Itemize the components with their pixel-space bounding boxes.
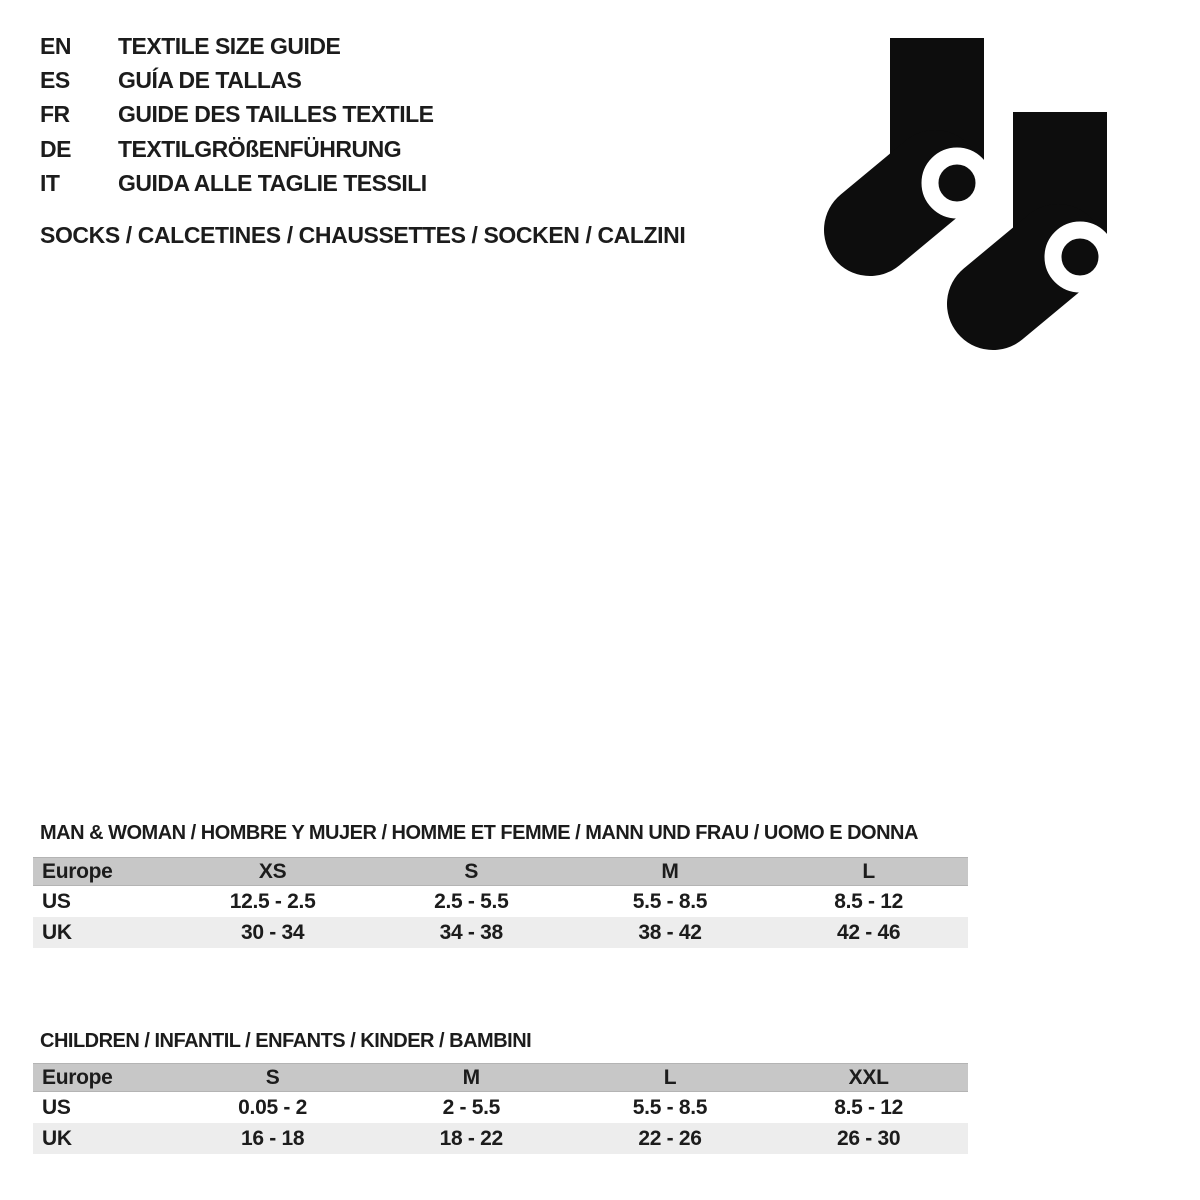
size-value-cell: 12.5 - 2.5: [229, 889, 316, 913]
size-value-cell: 26 - 30: [837, 1126, 901, 1150]
size-value-cell: 38 - 42: [638, 920, 702, 944]
table-row-us: [33, 886, 968, 917]
language-row-es: [40, 63, 434, 97]
language-title: GUIDA ALLE TAGLIE TESSILI: [118, 169, 427, 196]
column-header-size: XS: [258, 859, 287, 883]
size-value-cell: 5.5 - 8.5: [632, 889, 708, 913]
column-header-region: Europe: [42, 859, 113, 883]
language-code: FR: [40, 101, 70, 128]
size-value-cell: 18 - 22: [439, 1126, 503, 1150]
sock-left: [870, 38, 984, 230]
size-value-cell: 22 - 26: [638, 1126, 702, 1150]
language-code: IT: [40, 169, 60, 196]
column-header-size: S: [464, 859, 479, 883]
language-list: [40, 29, 434, 200]
size-value-cell: 0.05 - 2: [238, 1095, 307, 1119]
column-header-size: S: [265, 1065, 280, 1089]
row-label: UK: [42, 920, 72, 944]
row-label: US: [42, 889, 71, 913]
size-value-cell: 42 - 46: [837, 920, 901, 944]
table-row-uk: [33, 917, 968, 948]
size-value-cell: 30 - 34: [240, 920, 305, 944]
table-title-man-woman: MAN & WOMAN / HOMBRE Y MUJER / HOMME ET FEMME / MANN UND FRAU / UOMO E DONNA: [40, 822, 918, 844]
language-title: TEXTILGRÖßENFÜHRUNG: [118, 135, 402, 162]
size-value-cell: 2 - 5.5: [442, 1095, 500, 1119]
column-header-size: L: [663, 1065, 677, 1089]
language-row-en: [40, 29, 434, 63]
table-row-uk: [33, 1123, 968, 1154]
language-row-fr: [40, 98, 434, 132]
row-label: UK: [42, 1126, 72, 1150]
language-title: TEXTILE SIZE GUIDE: [118, 32, 341, 59]
socks-icon: [810, 30, 1120, 395]
category-heading: SOCKS / CALCETINES / CHAUSSETTES / SOCKEN / CALZINI: [40, 222, 686, 248]
language-title: GUÍA DE TALLAS: [118, 66, 302, 93]
size-value-cell: 2.5 - 5.5: [434, 889, 509, 913]
language-row-de: [40, 132, 434, 166]
column-header-region: Europe: [42, 1065, 113, 1089]
table-row-us: [33, 1092, 968, 1123]
size-value-cell: 5.5 - 8.5: [632, 1095, 708, 1119]
language-code: EN: [40, 32, 71, 59]
language-code: ES: [40, 66, 70, 93]
column-header-size: M: [661, 859, 679, 883]
column-header-size: XXL: [848, 1065, 889, 1089]
table-header-row: [33, 1063, 968, 1092]
language-code: DE: [40, 135, 71, 162]
sock-right: [993, 112, 1107, 304]
table-man-woman: [33, 857, 968, 948]
size-value-cell: 34 - 38: [439, 920, 503, 944]
size-value-cell: 8.5 - 12: [834, 1095, 904, 1119]
column-header-size: L: [862, 859, 875, 883]
row-label: US: [42, 1095, 71, 1119]
table-title-children: CHILDREN / INFANTIL / ENFANTS / KINDER / BAMBINI: [40, 1030, 532, 1052]
language-row-it: [40, 166, 434, 200]
language-title: GUIDE DES TAILLES TEXTILE: [118, 101, 434, 128]
size-value-cell: 8.5 - 12: [834, 889, 904, 913]
size-value-cell: 16 - 18: [240, 1126, 305, 1150]
table-children: [33, 1063, 968, 1154]
column-header-size: M: [462, 1065, 480, 1089]
table-header-row: [33, 857, 968, 886]
